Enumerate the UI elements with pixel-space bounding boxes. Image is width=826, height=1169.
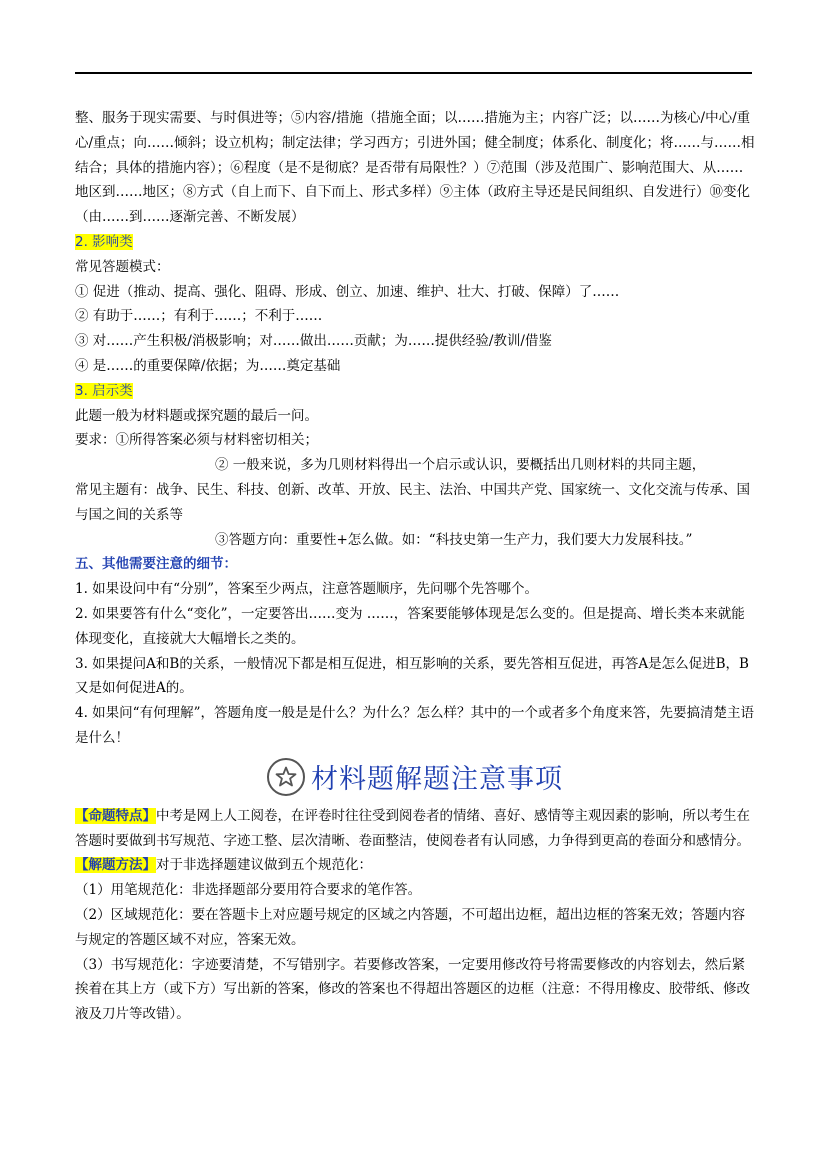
answer-pattern-intro: 常见答题模式： — [75, 258, 170, 275]
section-heading-impact — [75, 230, 755, 255]
paragraph-continuation: 整、服务于现实需要、与时俱进等；⑤内容/措施（措施全面；以……措施为主；内容广泛；以……为核心/中心/重心/重点；向……倾斜；设立机构；制定法律；学习西方；引进外国；健全制度；体系化、制度化；将……与……相结合；具体的措施内容）；⑥程度（是不是彻底？是否带有局限性？）⑦范围（涉及范围广、影响范围大、从……地区到……地区；⑧方式（自上而下、自下而上、形式多样）⑨主体（政府主导还是民间组织、自发进行）⑩变化（由……到……逐渐完善、不断发展） — [75, 110, 755, 226]
text-line: 常见主题有：战争、民生、科技、创新、改革、开放、民主、法治、中国共产党、国家统一、文化交流与传承、国与国之间的关系等 — [75, 481, 750, 523]
heading-highlight: 2. 影响类 — [75, 233, 133, 250]
list-item: （1）用笔规范化：非选择题部分要用符合要求的笔作答。 — [75, 882, 422, 899]
list-item: ④ 是……的重要保障/依据；为……奠定基础 — [75, 357, 341, 374]
list-item: 2. 如果要答有什么“变化”，一定要答出……变为 ……，答案要能够体现是怎么变的。但是提高、增长类本来就能体现变化，直接就大大幅增长之类的。 — [75, 605, 745, 647]
header-rule — [75, 72, 752, 74]
list-item: ① 促进（推动、提高、强化、阻碍、形成、创立、加速、维护、壮大、打破、保障）了…… — [75, 283, 620, 300]
feature-label: 【命题特点】 — [75, 807, 156, 824]
section-heading-details: 五、其他需要注意的细节： — [75, 556, 237, 573]
list-item: ③ 对……产生积极/消极影响；对……做出……贡献；为……提供经验/教训/借鉴 — [75, 333, 552, 350]
text-line: 要求：①所得答案必须与材料密切相关； — [75, 432, 318, 449]
text-line: 此题一般为材料题或探究题的最后一问。 — [75, 407, 318, 424]
method-label: 【解题方法】 — [75, 857, 156, 874]
method-paragraph — [75, 853, 755, 878]
banner-title: 材料题解题注意事项 — [311, 764, 563, 796]
list-item: （2）区域规范化：要在答题卡上对应题号规定的区域之内答题，不可超出边框，超出边框的答案无效；答题内容与规定的答题区域不对应，答案无效。 — [75, 906, 746, 948]
list-item: 3. 如果提问A和B的关系，一般情况下都是相互促进，相互影响的关系，要先答相互促进，再答A是怎么促进B，B又是如何促进A的。 — [75, 655, 749, 697]
list-item: 4. 如果问“有何理解”，答题角度一般是是什么？为什么？怎么样？其中的一个或者多个角度来答，先要搞清楚主语是什么！ — [75, 705, 754, 746]
document-body — [75, 106, 755, 1027]
section-banner — [75, 751, 755, 803]
feature-paragraph — [75, 804, 755, 854]
list-item: （3）书写规范化：字迹要清楚，不写错别字。若要修改答案，一定要用修改符号将需要修改的内容划去，然后紧挨着在其上方（或下方）写出新的答案，修改的答案也不得超出答题区的边框（注意：不得用橡皮、胶带纸、修改液及刀片等改错）。 — [75, 956, 750, 1023]
star-icon — [267, 758, 305, 796]
text-line: ② 一般来说，多为几则材料得出一个启示或认识，要概括出几则材料的共同主题， — [215, 457, 706, 474]
section-heading-inspiration — [75, 379, 755, 404]
heading-highlight: 3. 启示类 — [75, 382, 133, 399]
method-text: 对于非选择题建议做到五个规范化： — [156, 857, 372, 874]
feature-text: 中考是网上人工阅卷，在评卷时往往受到阅卷者的情绪、喜好、感情等主观因素的影响，所以考生在答题时要做到书写规范、字迹工整、层次清晰、卷面整洁，使阅卷者有认同感，力争得到更高的卷面分和感情分。 — [75, 807, 750, 849]
text-line: ③答题方向：重要性+怎么做。如：“科技史第一生产力，我们要大力发展科技。” — [215, 531, 693, 548]
list-item: ② 有助于……；有利于……；不利于…… — [75, 308, 323, 325]
list-item: 1. 如果设问中有“分别”，答案至少两点，注意答题顺序，先问哪个先答哪个。 — [75, 581, 538, 598]
